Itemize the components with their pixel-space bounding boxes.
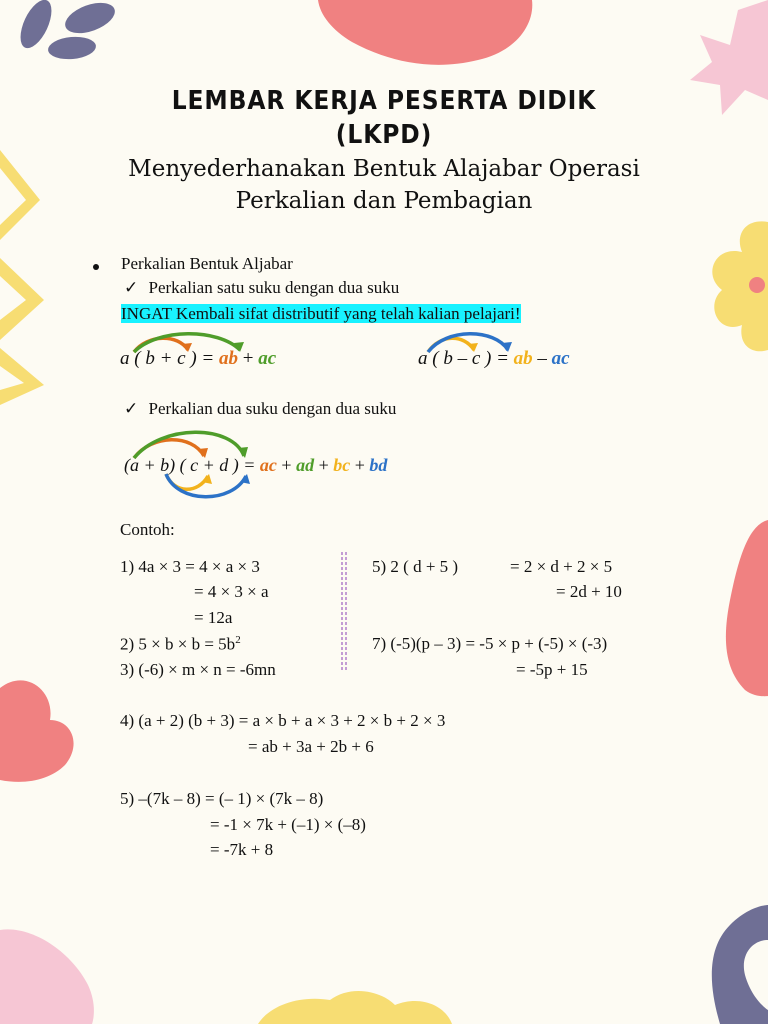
formula1-op: +: [237, 348, 259, 369]
check-icon: ✓: [124, 399, 139, 418]
check-item-2-label: Perkalian dua suku dengan dua suku: [148, 399, 397, 418]
subtitle-line-1: Menyederhanakan Bentuk Alajabar Operasi: [128, 156, 640, 182]
example-line: 1) 4a × 3 = 4 × a × 3: [120, 557, 260, 576]
formula-distributive-plus: [120, 348, 276, 370]
reminder-banner: [121, 304, 521, 324]
coral-blob-right: [726, 520, 768, 696]
formula3-term-bc: bc: [333, 455, 351, 475]
formula2-op: –: [532, 348, 552, 369]
example-line: = 4 × 3 × a: [194, 582, 269, 601]
navy-squiggle: [712, 905, 768, 1024]
example-line: = 12a: [194, 608, 233, 627]
check-icon: ✓: [124, 278, 139, 297]
example-line: = ab + 3a + 2b + 6: [248, 737, 374, 756]
exponent: 2: [235, 634, 241, 646]
example-line: 5) 2 ( d + 5 ): [372, 557, 459, 576]
formula1-term-ac: ac: [258, 348, 277, 369]
formula2-lhs: a ( b – c ) =: [418, 348, 514, 369]
worksheet-title: LEMBAR KERJA PESERTA DIDIK: [171, 86, 597, 116]
formula3-term-bd: bd: [369, 455, 388, 475]
example-line: 5) –(7k – 8) = (– 1) × (7k – 8): [120, 789, 324, 808]
formula3-term-ad: ad: [296, 455, 315, 475]
example-line: = -1 × 7k + (–1) × (–8): [210, 815, 366, 834]
formula3-plus: +: [350, 455, 370, 475]
example-text: 2) 5 × b × b = 5b: [120, 634, 236, 654]
formula1-term-ab: ab: [218, 348, 238, 369]
example-line: 3) (-6) × m × n = -6mn: [120, 660, 276, 679]
bullet-dot: [93, 264, 99, 270]
formula2-term-ab: ab: [513, 348, 533, 369]
yellow-blob-bottom: [258, 991, 452, 1024]
check-item-1-label: Perkalian satu suku dengan dua suku: [148, 278, 400, 297]
example-line: [120, 634, 241, 655]
section-heading: Perkalian Bentuk Aljabar: [121, 254, 293, 273]
formula2-term-ac: ac: [551, 348, 570, 369]
reminder-text: INGAT Kembali sifat distributif yang telah kalian pelajari!: [121, 304, 521, 323]
formula3-lhs: (a + b) ( c + d ) =: [124, 455, 260, 475]
check-item-1: [124, 278, 399, 298]
subtitle-line-2: Perkalian dan Pembagian: [235, 188, 533, 214]
formula-distributive-minus: [418, 348, 570, 370]
example-line: = 2 × d + 2 × 5: [510, 557, 613, 576]
leaf-shape: [61, 0, 119, 39]
examples-heading: Contoh:: [120, 520, 175, 539]
example-line: = -7k + 8: [210, 840, 274, 859]
column-divider: [340, 552, 350, 672]
example-line: = -5p + 15: [516, 660, 588, 679]
formula3-plus: +: [276, 455, 297, 475]
coral-blob-top: [318, 0, 532, 65]
formula-foil: [124, 455, 387, 476]
coral-heart-left: [0, 680, 74, 782]
pink-blob-bottom: [0, 929, 94, 1024]
example-line: 7) (-5)(p – 3) = -5 × p + (-5) × (-3): [372, 634, 608, 653]
formula1-lhs: a ( b + c ) =: [120, 348, 219, 369]
leaf-shape: [47, 35, 97, 61]
formula3-plus: +: [314, 455, 334, 475]
worksheet-title-abbrev: (LKPD): [335, 120, 433, 150]
example-line: = 2d + 10: [556, 582, 622, 601]
zigzag-yellow: [0, 348, 44, 405]
formula3-term-ac: ac: [259, 455, 277, 475]
example-line: 4) (a + 2) (b + 3) = a × b + a × 3 + 2 × b + 2 × 3: [120, 711, 446, 730]
check-item-2: [124, 399, 396, 419]
flower-center: [749, 277, 765, 293]
zigzag-yellow: [0, 258, 44, 340]
